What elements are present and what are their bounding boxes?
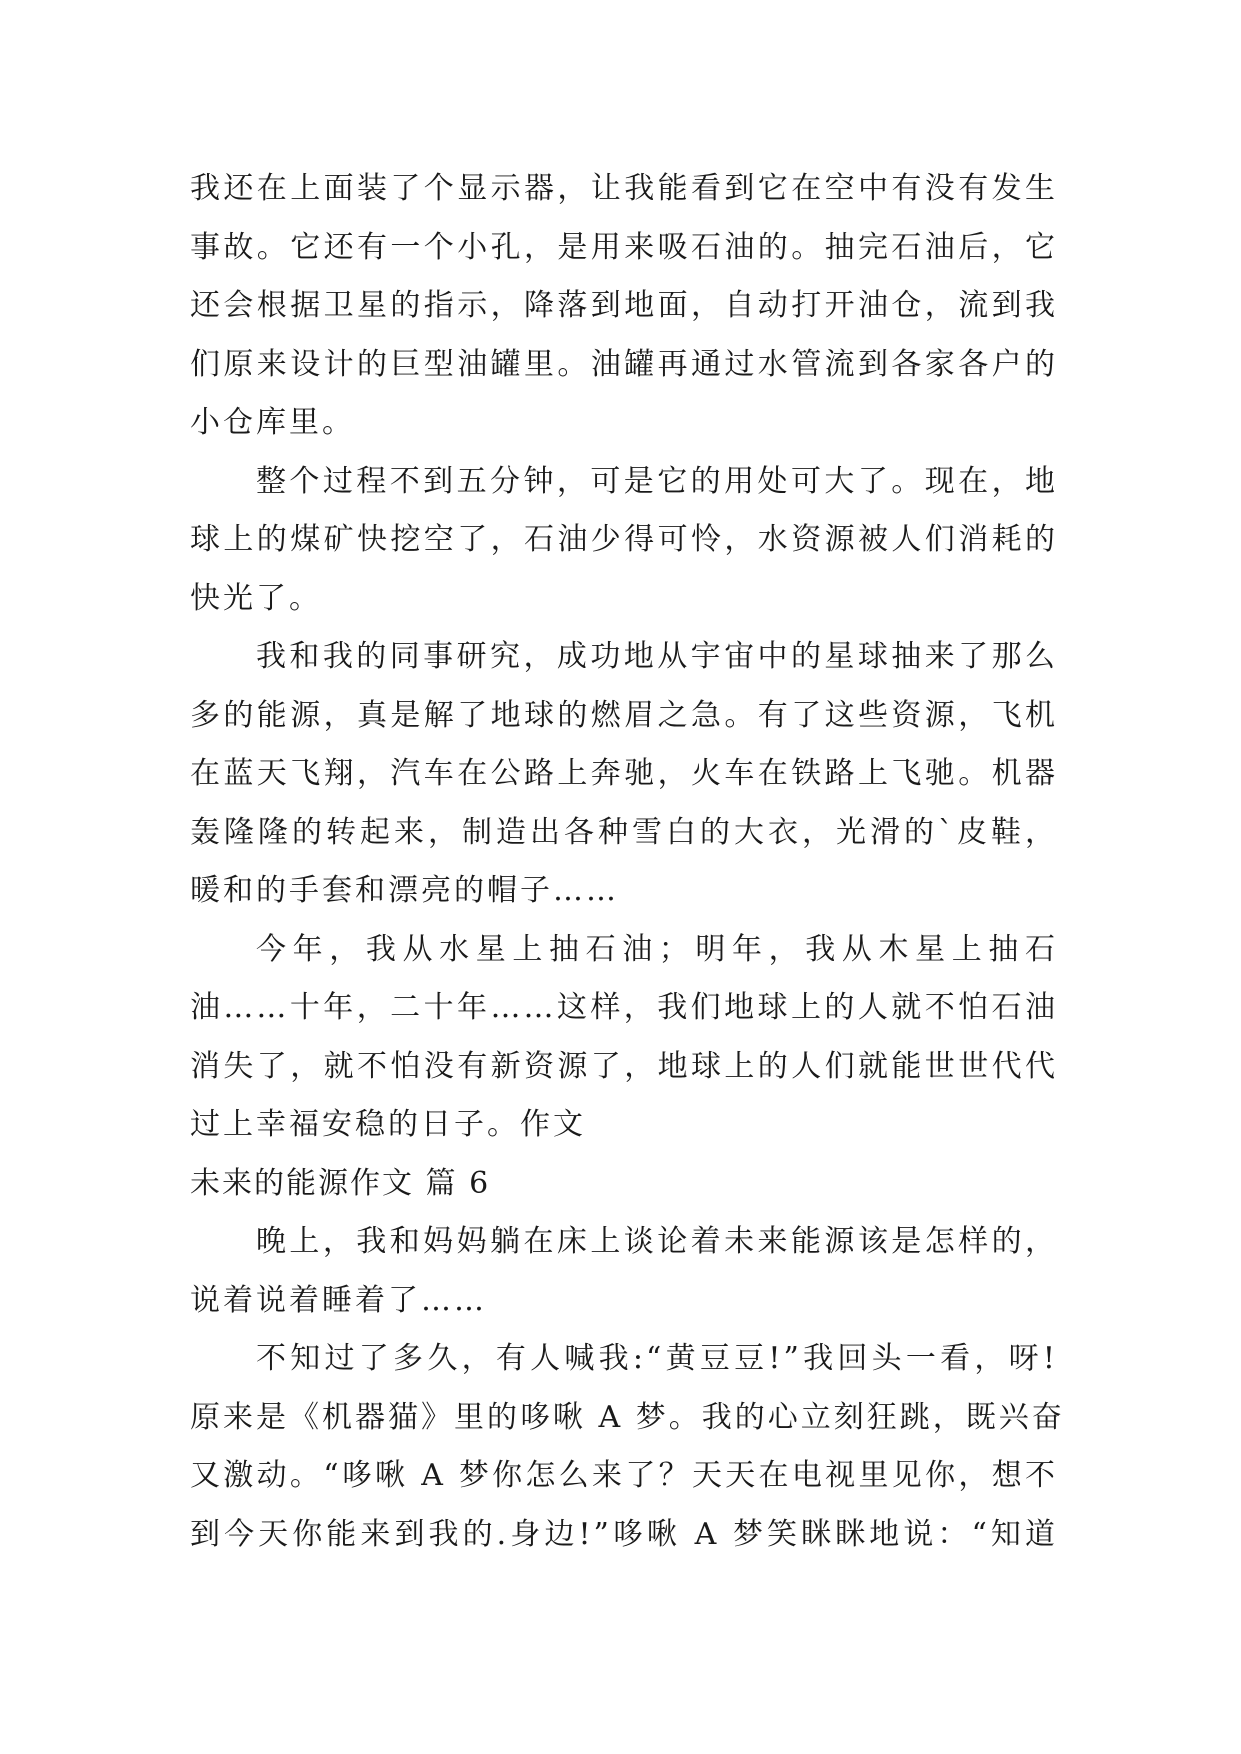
text-line: 消失了，就不怕没有新资源了，地球上的人们就能世世代代 xyxy=(190,1048,1058,1084)
text-line: 说着说着睡着了…… xyxy=(190,1282,487,1318)
section-heading: 未来的能源作文 篇 6 xyxy=(190,1165,491,1201)
text-line: 我和我的同事研究，成功地从宇宙中的星球抽来了那么 xyxy=(256,639,1058,674)
text-line: 油……十年，二十年……这样，我们地球上的人就不怕石油 xyxy=(190,990,1058,1025)
text-line: 晚上，我和妈妈躺在床上谈论着未来能源该是怎样的， xyxy=(256,1224,1058,1259)
text-line: 轰隆隆的转起来，制造出各种雪白的大衣，光滑的`皮鞋， xyxy=(190,814,1058,850)
text-line: 在蓝天飞翔，汽车在公路上奔驰，火车在铁路上飞驰。机器 xyxy=(190,756,1058,791)
text-line: 今年，我从水星上抽石油；明年，我从木星上抽石 xyxy=(256,931,1058,967)
text-line: 到今天你能来到我的.身边!”哆啾 A 梦笑眯眯地说：“知道 xyxy=(190,1516,1058,1552)
text-line: 整个过程不到五分钟，可是它的用处可大了。现在，地 xyxy=(256,463,1058,499)
text-line: 小仓库里。 xyxy=(190,405,355,440)
text-line: 事故。它还有一个小孔，是用来吸石油的。抽完石油后，它 xyxy=(190,229,1058,265)
document-page xyxy=(190,160,1065,1564)
text-line: 我还在上面装了个显示器，让我能看到它在空中有没有发生 xyxy=(190,171,1058,206)
text-line: 不知过了多久，有人喊我:“黄豆豆!”我回头一看，呀! xyxy=(256,1341,1058,1376)
text-line: 又激动。“哆啾 A 梦你怎么来了？天天在电视里见你，想不 xyxy=(190,1458,1058,1493)
text-line: 们原来设计的巨型油罐里。油罐再通过水管流到各家各户的 xyxy=(190,346,1058,382)
article-body xyxy=(190,160,1065,1564)
text-line: 还会根据卫星的指示，降落到地面，自动打开油仓，流到我 xyxy=(190,288,1058,323)
text-line: 过上幸福安稳的日子。作文 xyxy=(190,1107,586,1142)
text-line: 多的能源，真是解了地球的燃眉之急。有了这些资源，飞机 xyxy=(190,697,1058,733)
text-line: 球上的煤矿快挖空了，石油少得可怜，水资源被人们消耗的 xyxy=(190,522,1058,557)
text-line: 快光了。 xyxy=(190,580,322,616)
text-line: 原来是《机器猫》里的哆啾 A 梦。我的心立刻狂跳，既兴奋 xyxy=(190,1399,1065,1435)
text-line: 暖和的手套和漂亮的帽子…… xyxy=(190,873,619,908)
